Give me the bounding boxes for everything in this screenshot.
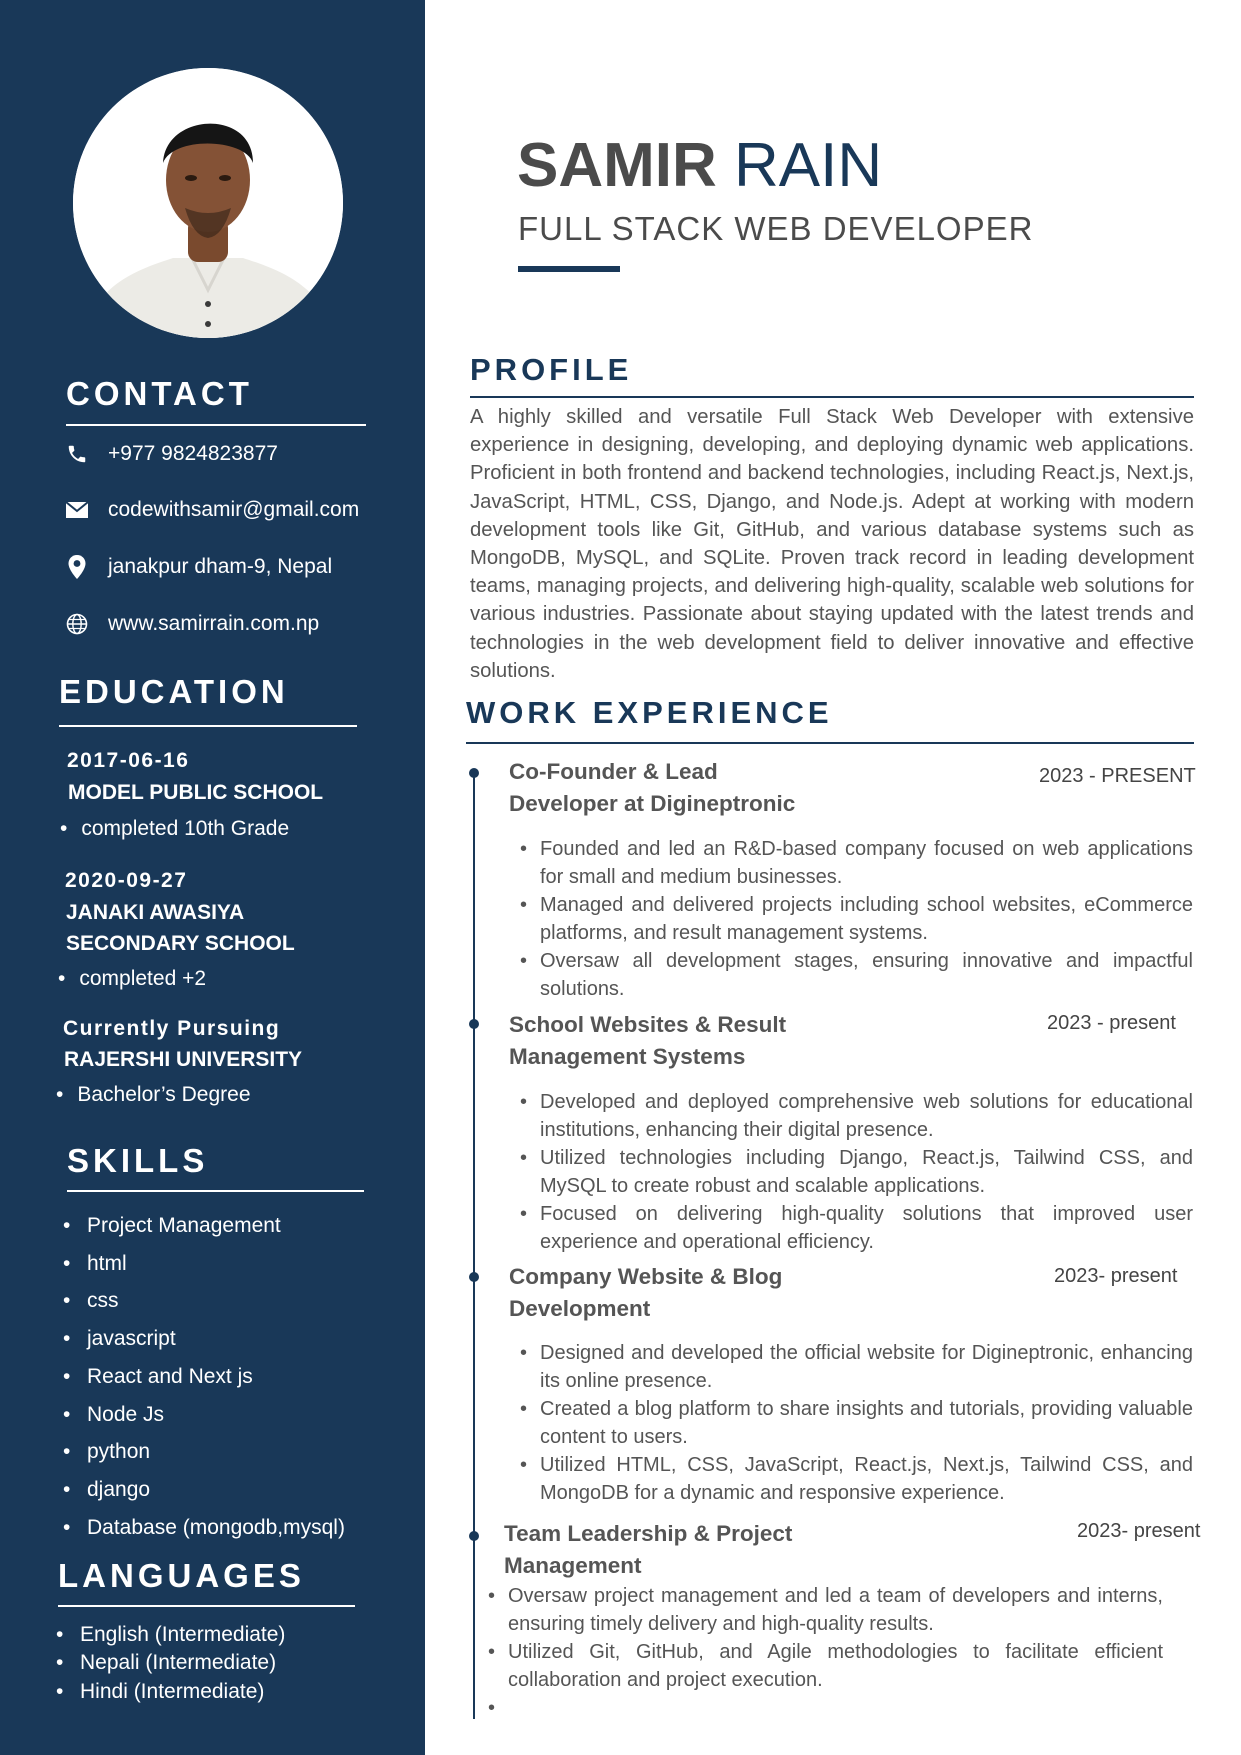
job-title-line: Development [509,1296,651,1321]
job-title-line: Management [504,1553,642,1578]
timeline-dot [469,1272,479,1282]
location-pin-icon [64,554,90,580]
languages-list [56,1621,285,1706]
education-detail: • Bachelor’s Degree [56,1083,251,1107]
job-point: • Designed and developed the official website for Digineptronic, enhancing its online presence. [520,1339,1193,1395]
skill-item: • django [63,1471,345,1509]
job-title-line: School Websites & Result [509,1012,787,1037]
contact-address [64,554,332,580]
language-item: • English (Intermediate) [56,1621,285,1649]
job-title-line: Team Leadership & Project [504,1521,793,1546]
job-dates: 2023- present [1077,1520,1201,1542]
job-points [520,835,1193,1003]
profile-photo [73,68,343,338]
job-point [488,1694,1163,1722]
skills-list [63,1207,345,1546]
profile-summary: A highly skilled and versatile Full Stack Web Developer with extensive experience in designing, developing, and deploying dynamic web applications. Proficient in both frontend and backend technologies, including React.js, Next.js, JavaScript, HTML, CSS, Django, and Node.js. Adept at working with modern development tools like Git, GitHub, and various database systems such as MongoDB, MySQL, and SQLite. Proven track record in leading development teams, managing projects, and delivering high-quality, scalable web solutions for various industries. Passionate about staying updated with the latest trends and technologies in the web development field to deliver innovative and effective solutions. [470,406,1194,682]
job-title-line: Company Website & Blog [509,1264,783,1289]
job-point: • Founded and led an R&D-based company focused on web applications for small and medium businesses. [520,835,1193,891]
skills-divider [67,1190,364,1192]
timeline-dot [469,1019,479,1029]
contact-website-text: www.samirrain.com.np [108,612,320,635]
mail-icon [64,497,90,523]
education-date: 2020-09-27 [65,869,188,892]
job-point: • Oversaw project management and led a team of developers and interns, ensuring timely delivery and high-quality results. [488,1582,1163,1638]
skill-item: • html [63,1245,345,1283]
title-underline [518,266,620,272]
skill-item: • Project Management [63,1207,345,1245]
education-detail: • completed 10th Grade [60,817,289,841]
job-dates: 2023 - present [1047,1012,1176,1034]
job-point: • Created a blog platform to share insights and tutorials, providing valuable content to users. [520,1395,1193,1451]
education-divider [59,725,357,727]
contact-phone[interactable] [64,441,278,467]
job-points [520,1088,1193,1256]
education-school: SECONDARY SCHOOL [66,932,295,955]
job-title [509,1261,839,1325]
job-title-line: Co-Founder & Lead [509,759,718,784]
job-point: • Utilized technologies including Django, React.js, Tailwind CSS, and MySQL to create robust and scalable applications. [520,1144,1193,1200]
education-school: RAJERSHI UNIVERSITY [64,1048,303,1071]
job-point: • Utilized HTML, CSS, JavaScript, React.js, Next.js, Tailwind CSS, and MongoDB for a dynamic and responsive experience. [520,1451,1193,1507]
timeline-line [473,769,475,1719]
job-title-header: FULL STACK WEB DEVELOPER [518,210,1034,247]
work-experience-divider [466,742,1194,744]
contact-divider [66,424,366,426]
name-first: SAMIR [517,131,717,200]
contact-heading: CONTACT [66,375,253,412]
languages-heading: LANGUAGES [58,1557,305,1594]
languages-divider [58,1605,355,1607]
education-detail: • completed +2 [58,967,206,991]
job-point: • Oversaw all development stages, ensuring innovative and impactful solutions. [520,947,1193,1003]
job-title [504,1518,834,1582]
contact-email[interactable] [64,497,359,523]
skill-item: • python [63,1433,345,1471]
profile-heading: PROFILE [470,352,633,387]
job-points [520,1339,1193,1507]
skill-item: • Node Js [63,1396,345,1434]
job-point: • Utilized Git, GitHub, and Agile methodologies to facilitate efficient collaboration and project execution. [488,1638,1163,1694]
job-point: • Developed and deployed comprehensive web solutions for educational institutions, enhancing their digital presence. [520,1088,1193,1144]
job-title-line: Management Systems [509,1044,746,1069]
contact-address-text: janakpur dham-9, Nepal [108,555,333,578]
education-heading: EDUCATION [59,673,289,710]
job-title-line: Developer at Digineptronic [509,791,796,816]
skill-item: • css [63,1282,345,1320]
globe-icon [64,611,90,637]
skill-item: • javascript [63,1320,345,1358]
job-point: • Managed and delivered projects including school websites, eCommerce platforms, and result management systems. [520,891,1193,947]
skills-heading: SKILLS [67,1142,209,1179]
name-last: RAIN [734,131,883,200]
contact-email-text: codewithsamir@gmail.com [108,498,360,521]
job-point: • Focused on delivering high-quality solutions that improved user experience and operational efficiency. [520,1200,1193,1256]
profile-divider [470,396,1194,398]
skill-item: • React and Next js [63,1358,345,1396]
job-title [509,756,839,820]
job-dates: 2023- present [1054,1265,1178,1287]
education-date: 2017-06-16 [67,749,190,772]
timeline-dot [469,768,479,778]
language-item: • Nepali (Intermediate) [56,1649,285,1677]
job-points [488,1582,1163,1722]
resume-name [517,130,882,202]
skill-item: • Database (mongodb,mysql) [63,1509,345,1547]
contact-website[interactable] [64,611,319,637]
job-title [509,1009,839,1073]
work-experience-heading: WORK EXPERIENCE [466,695,833,730]
timeline-dot [469,1531,479,1541]
job-dates: 2023 - PRESENT [1039,765,1196,787]
contact-phone-text: +977 9824823877 [108,442,278,465]
phone-icon [64,441,90,467]
education-status: Currently Pursuing [63,1017,281,1040]
education-school: MODEL PUBLIC SCHOOL [68,781,324,804]
sidebar [0,0,425,1755]
language-item: • Hindi (Intermediate) [56,1678,285,1706]
education-school: JANAKI AWASIYA [66,901,245,924]
